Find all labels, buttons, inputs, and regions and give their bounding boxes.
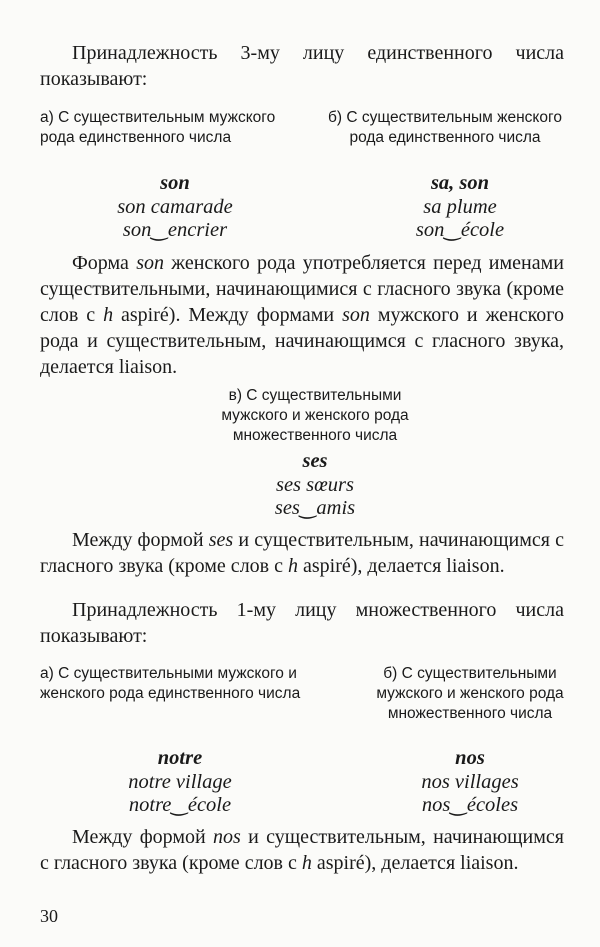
letter-h: h: [103, 304, 114, 326]
example-line: ses sœurs: [275, 473, 355, 496]
word-nos: nos: [213, 826, 241, 848]
label-a-masc-sing: а) С существительным мужского рода единственного числа: [40, 109, 276, 146]
label-b-plural: б) С существительными мужского и женского рода множественного числа: [376, 665, 564, 722]
letter-h: h: [288, 555, 298, 577]
example-line: ses‿amis: [274, 497, 356, 519]
example-line: son‿encrier: [122, 219, 228, 241]
examples-nos: [350, 747, 590, 818]
intro-1st-person-plural: Принадлежность 1-му лицу множественного числа показывают:: [40, 599, 564, 647]
word-ses: ses: [208, 529, 234, 551]
intro-text: Принадлежность 3-му лицу единственного числа показывают:: [40, 42, 564, 90]
intro-3rd-person: [40, 40, 564, 92]
letter-h: h: [301, 852, 312, 874]
label-a-sing: а) С существительными мужского и женского рода единственного числа: [40, 665, 301, 702]
word-son: son: [342, 304, 370, 326]
example-head: ses: [302, 450, 328, 472]
example-head: son: [160, 172, 190, 194]
example-line: notre‿école: [128, 794, 232, 816]
examples-v: [200, 450, 430, 521]
examples-notre: [60, 747, 300, 818]
example-line: son‿école: [415, 219, 505, 241]
examples-a: [60, 172, 290, 243]
example-head: sa, son: [430, 172, 490, 194]
page-number: 30: [40, 906, 58, 926]
paragraph-nos: Между формой nos и существительным, начинающимся с гласного звука (кроме слов с h aspiré), делается liaison.: [40, 826, 564, 874]
example-line: son camarade: [117, 195, 233, 218]
example-head: notre: [157, 747, 203, 769]
example-line: nos villages: [421, 770, 519, 793]
example-head: nos: [455, 747, 485, 769]
label-v-plural: в) С существительными мужского и женского рода множественного числа: [221, 387, 409, 444]
example-line: notre village: [128, 770, 232, 793]
label-b-fem-sing: б) С существительным женского рода единственного числа: [328, 109, 562, 146]
paragraph-ses: Между формой ses и существительным, начинающимся с гласного звука (кроме слов с h aspiré), делается liaison.: [40, 529, 564, 577]
paragraph-son: Форма son женского рода употребляется перед именами существительными, начинающимися с гласного звука (кроме слов с h aspiré). Между формами son мужского и женского рода и существительным, начинающимся с гласного звука, делается liaison.: [40, 252, 564, 378]
example-line: sa plume: [423, 195, 497, 218]
examples-b: [345, 172, 575, 243]
example-line: nos‿écoles: [421, 794, 519, 816]
word-son: son: [136, 252, 164, 274]
